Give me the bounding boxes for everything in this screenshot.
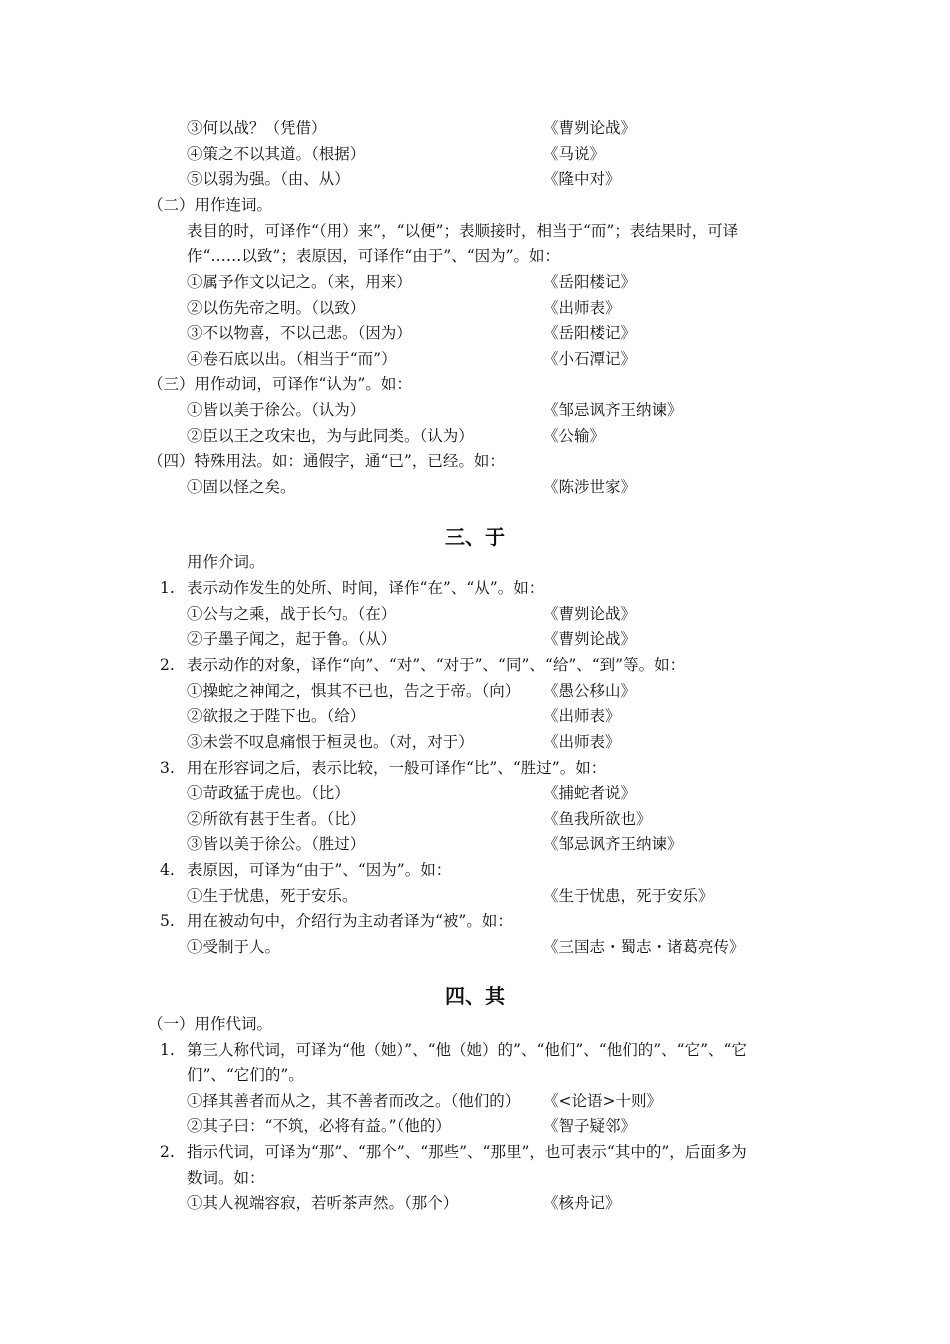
source-citation: 《马说》 bbox=[543, 145, 606, 163]
example-line: ①固以怪之矣。 bbox=[187, 478, 296, 496]
example-line: ③皆以美于徐公。（胜过） bbox=[187, 835, 366, 853]
example-line: ②以伤先帝之明。（以致） bbox=[187, 299, 366, 317]
source-citation: 《智子疑邻》 bbox=[543, 1117, 637, 1135]
source-citation: 《曹刿论战》 bbox=[543, 605, 637, 623]
source-citation: 《公输》 bbox=[543, 427, 606, 445]
example-line: ①其人视端容寂，若听茶声然。（那个） bbox=[187, 1194, 459, 1212]
source-citation: 《邹忌讽齐王纳谏》 bbox=[543, 401, 683, 419]
section-heading: （四）特殊用法。如：通假字，通“已”，已经。如： bbox=[148, 452, 505, 470]
example-line: ②臣以王之攻宋也，为与此同类。（认为） bbox=[187, 427, 474, 445]
item-number: 4. bbox=[160, 861, 175, 879]
source-citation: 《隆中对》 bbox=[543, 170, 621, 188]
source-citation: 《岳阳楼记》 bbox=[543, 273, 637, 291]
example-line: ③不以物喜，不以己悲。（因为） bbox=[187, 324, 412, 342]
source-citation: 《邹忌讽齐王纳谏》 bbox=[543, 835, 683, 853]
example-line: ③何以战？（凭借） bbox=[187, 119, 327, 137]
example-line: ④策之不以其道。（根据） bbox=[187, 145, 366, 163]
source-citation: 《<论语>十则》 bbox=[543, 1092, 662, 1110]
item-number: 2. bbox=[160, 1143, 175, 1161]
example-line: ④卷石底以出。（相当于“而”） bbox=[187, 350, 397, 368]
body-text: 数词。如： bbox=[187, 1169, 265, 1187]
body-text: 指示代词，可译为“那”、“那个”、“那些”、“那里”，也可表示“其中的”，后面多为 bbox=[187, 1143, 747, 1161]
body-text: 表目的时，可译作“（用）来”，“以便”；表顺接时，相当于“而”；表结果时，可译 bbox=[187, 222, 739, 240]
source-citation: 《捕蛇者说》 bbox=[543, 784, 637, 802]
source-citation: 《鱼我所欲也》 bbox=[543, 810, 652, 828]
example-line: ①苛政猛于虎也。（比） bbox=[187, 784, 350, 802]
item-number: 2. bbox=[160, 656, 175, 674]
example-line: ①生于忧患，死于安乐。 bbox=[187, 887, 358, 905]
section-heading: （一）用作代词。 bbox=[148, 1015, 273, 1033]
source-citation: 《生于忧患，死于安乐》 bbox=[543, 887, 714, 905]
example-line: ①属予作文以记之。（来，用来） bbox=[187, 273, 412, 291]
example-line: ①受制于人。 bbox=[187, 938, 281, 956]
example-line: ②所欲有甚于生者。（比） bbox=[187, 810, 366, 828]
example-line: ②欲报之于陛下也。（给） bbox=[187, 707, 366, 725]
source-citation: 《曹刿论战》 bbox=[543, 119, 637, 137]
source-citation: 《岳阳楼记》 bbox=[543, 324, 637, 342]
example-line: ①择其善者而从之，其不善者而改之。（他们的） bbox=[187, 1092, 521, 1110]
source-citation: 《愚公移山》 bbox=[543, 682, 637, 700]
body-text: 用在形容词之后，表示比较，一般可译作“比”、“胜过”。如： bbox=[187, 759, 607, 777]
source-citation: 《小石潭记》 bbox=[543, 350, 637, 368]
body-text: 表示动作的对象，译作“向”、“对”、“对于”、“同”、“给”、“到”等。如： bbox=[187, 656, 686, 674]
example-line: ②子墨子闻之，起于鲁。（从） bbox=[187, 630, 397, 648]
body-text: 表示动作发生的处所、时间，译作“在”、“从”。如： bbox=[187, 579, 545, 597]
source-citation: 《三国志・蜀志・诸葛亮传》 bbox=[543, 938, 745, 956]
example-line: ①公与之乘，战于长勺。（在） bbox=[187, 605, 397, 623]
example-line: ③未尝不叹息痛恨于桓灵也。（对，对于） bbox=[187, 733, 474, 751]
chapter-title: 四、其 bbox=[445, 984, 505, 1008]
source-citation: 《出师表》 bbox=[543, 299, 621, 317]
example-line: ②其子曰：“不筑，必将有益。”（他的） bbox=[187, 1117, 451, 1135]
example-line: ①操蛇之神闻之，惧其不已也，告之于帝。（向） bbox=[187, 682, 521, 700]
item-number: 3. bbox=[160, 759, 175, 777]
body-text: 作“……以致”；表原因，可译作“由于”、“因为”。如： bbox=[187, 247, 561, 265]
body-text: 第三人称代词，可译为“他（她）”、“他（她）的”、“他们”、“他们的”、“它”、“它 bbox=[187, 1041, 747, 1059]
source-citation: 《出师表》 bbox=[543, 733, 621, 751]
body-text: 们”、“它们的”。 bbox=[187, 1066, 304, 1084]
body-text: 表原因，可译为“由于”、“因为”。如： bbox=[187, 861, 452, 879]
source-citation: 《陈涉世家》 bbox=[543, 478, 637, 496]
item-number: 1. bbox=[160, 1041, 175, 1059]
section-heading: （二）用作连词。 bbox=[148, 196, 273, 214]
example-line: ①皆以美于徐公。（认为） bbox=[187, 401, 366, 419]
source-citation: 《出师表》 bbox=[543, 707, 621, 725]
example-line: ⑤以弱为强。（由、从） bbox=[187, 170, 350, 188]
source-citation: 《核舟记》 bbox=[543, 1194, 621, 1212]
source-citation: 《曹刿论战》 bbox=[543, 630, 637, 648]
chapter-title: 三、于 bbox=[445, 525, 505, 549]
item-number: 5. bbox=[160, 912, 175, 930]
section-heading: （三）用作动词，可译作“认为”。如： bbox=[148, 375, 412, 393]
body-text: 用作介词。 bbox=[187, 553, 265, 571]
body-text: 用在被动句中，介绍行为主动者译为“被”。如： bbox=[187, 912, 513, 930]
item-number: 1. bbox=[160, 579, 175, 597]
